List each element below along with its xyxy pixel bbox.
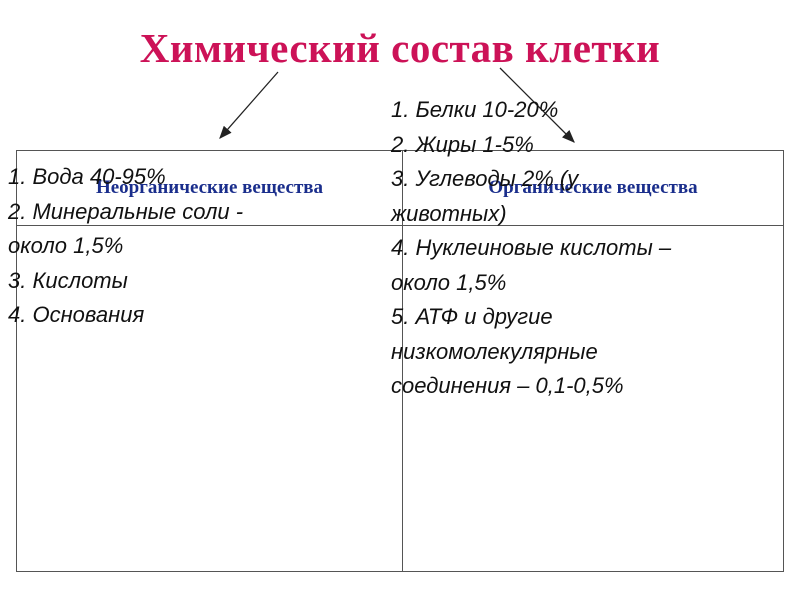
list-item: 1. Вода 40-95% xyxy=(8,164,166,189)
list-item: 2. Минеральные соли - xyxy=(8,198,244,224)
list-item: 3. Кислоты xyxy=(8,267,128,293)
list-item: около 1,5% xyxy=(8,233,124,258)
list-item: соединения – 0,1-0,5% xyxy=(391,373,624,398)
list-item: около 1,5% xyxy=(391,269,507,295)
page-title: Химический состав клетки xyxy=(139,25,661,71)
arrow-left-down-icon xyxy=(220,72,278,138)
inorganic-list xyxy=(8,160,368,333)
header-organic: Органические вещества xyxy=(488,177,698,198)
list-item: 4. Основания xyxy=(8,302,145,327)
list-item: 3. Углеводы 2% (у xyxy=(391,166,579,191)
list-item: 5. АТФ и другие xyxy=(391,304,553,329)
list-item: 1. Белки 10-20% xyxy=(391,97,559,122)
list-item: 2. Жиры 1-5% xyxy=(391,131,534,157)
list-item: низкомолекулярные xyxy=(391,338,598,364)
list-item: животных) xyxy=(391,200,507,226)
list-item: 4. Нуклеиновые кислоты – xyxy=(391,235,672,260)
organic-list xyxy=(391,93,761,404)
header-inorganic: Неорганические вещества xyxy=(95,177,324,198)
